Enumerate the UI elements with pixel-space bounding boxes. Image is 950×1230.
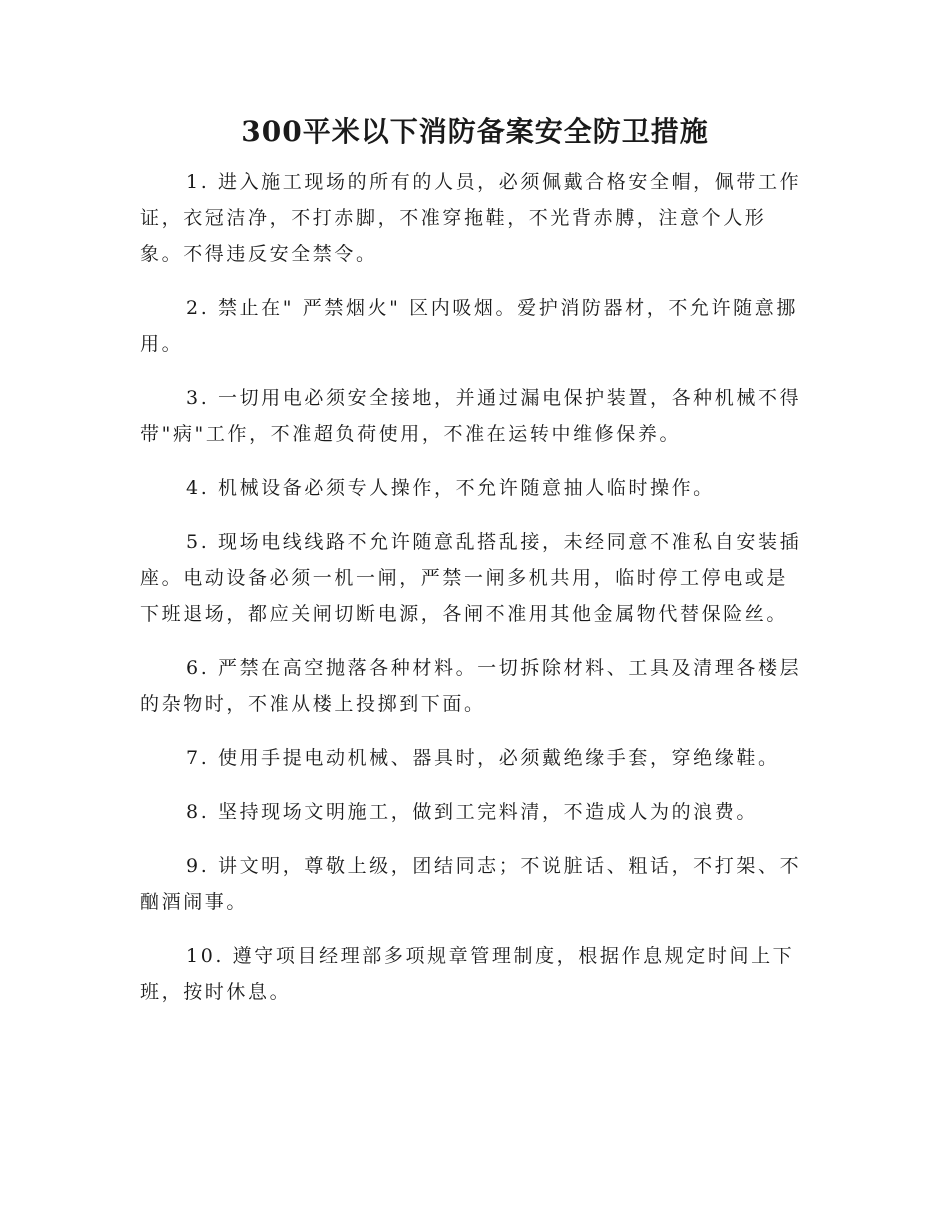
item-number: 6. (186, 657, 210, 679)
list-item (140, 794, 808, 830)
list-item (140, 290, 808, 362)
item-number: 10. (186, 945, 225, 967)
item-text: 严禁在高空抛落各种材料。一切拆除材料、工具及清理各楼层的杂物时，不准从楼上投掷到下面。 (140, 657, 802, 715)
item-text: 遵守项目经理部多项规章管理制度，根据作息规定时间上下班，按时休息。 (140, 945, 795, 1003)
item-text: 禁止在" 严禁烟火" 区内吸烟。爱护消防器材，不允许随意挪用。 (140, 297, 798, 355)
list-item (140, 740, 808, 776)
list-item (140, 938, 808, 1010)
item-number: 1. (186, 171, 210, 193)
item-number: 4. (186, 477, 210, 499)
item-text: 进入施工现场的所有的人员，必须佩戴合格安全帽，佩带工作证，衣冠洁净，不打赤脚，不准穿拖鞋，不光背赤膊，注意个人形象。不得违反安全禁令。 (140, 171, 802, 265)
list-item (140, 848, 808, 920)
item-text: 使用手提电动机械、器具时，必须戴绝缘手套，穿绝缘鞋。 (217, 747, 780, 769)
list-item (140, 470, 808, 506)
item-text: 现场电线线路不允许随意乱搭乱接，未经同意不准私自安装插座。电动设备必须一机一闸，严禁一闸多机共用，临时停工停电或是下班退场，都应关闸切断电源，各闸不准用其他金属物代替保险丝。 (140, 531, 802, 625)
item-number: 5. (186, 531, 210, 553)
item-number: 8. (186, 801, 210, 823)
list-item (140, 524, 808, 632)
item-text: 坚持现场文明施工，做到工完料清，不造成人为的浪费。 (217, 801, 758, 823)
document-body (140, 164, 808, 1028)
item-number: 2. (186, 297, 210, 319)
item-text: 讲文明，尊敬上级，团结同志；不说脏话、粗话，不打架、不酗酒闹事。 (140, 855, 802, 913)
item-text: 机械设备必须专人操作，不允许随意抽人临时操作。 (217, 477, 715, 499)
list-item (140, 164, 808, 272)
item-number: 7. (186, 747, 210, 769)
item-number: 9. (186, 855, 210, 877)
document-title: 300平米以下消防备案安全防卫措施 (241, 115, 709, 148)
list-item (140, 650, 808, 722)
item-text: 一切用电必须安全接地，并通过漏电保护装置，各种机械不得带"病"工作，不准超负荷使用，不准在运转中维修保养。 (140, 387, 802, 445)
item-number: 3. (186, 387, 210, 409)
list-item (140, 380, 808, 452)
